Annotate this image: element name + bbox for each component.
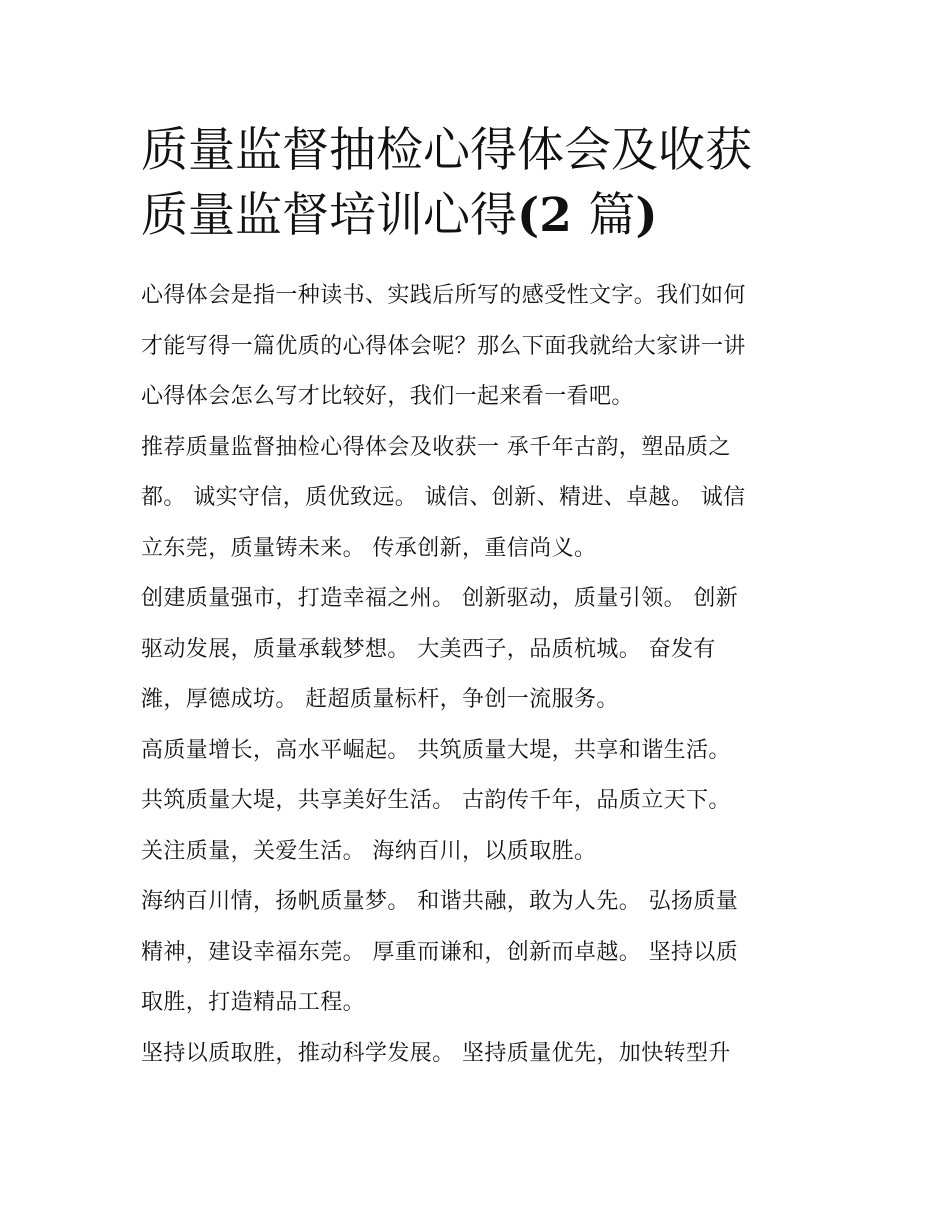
paragraph-slogans-4 <box>141 1029 821 1080</box>
paragraph-line: 才能写得一篇优质的心得体会呢？那么下面我就给大家讲一讲 <box>141 333 746 359</box>
paragraph-line: 潍，厚德成坊。 赶超质量标杆，争创一流服务。 <box>141 687 619 712</box>
paragraph-line: 心得体会是指一种读书、实践后所写的感受性文字。我们如何 <box>141 283 746 308</box>
paragraph-line: 精神，建设幸福东莞。 厚重而谦和，创新而卓越。 坚持以质 <box>141 939 739 965</box>
paragraph-line: 坚持以质取胜，推动科学发展。 坚持质量优先，加快转型升 <box>141 1040 731 1066</box>
paragraph-line: 海纳百川情，扬帆质量梦。 和谐共融，敢为人先。 弘扬质量 <box>141 889 739 914</box>
paragraph-line: 心得体会怎么写才比较好，我们一起来看一看吧。 <box>141 384 634 409</box>
title-line-2-mid: 篇 <box>588 188 636 243</box>
paragraph-slogans-3 <box>141 877 821 1029</box>
paragraph-line: 共筑质量大堤，共享美好生活。 古韵传千年，品质立天下。 <box>141 788 731 813</box>
document-title <box>141 118 821 248</box>
paragraph-line: 取胜，打造精品工程。 <box>141 990 366 1015</box>
paragraph-intro <box>141 271 821 423</box>
paragraph-slogans-1 <box>141 574 821 726</box>
paragraph-line: 推荐质量监督抽检心得体会及收获一 承千年古韵，塑品质之 <box>141 434 731 460</box>
paragraph-line: 立东莞，质量铸未来。 传承创新，重信尚义。 <box>141 535 597 561</box>
paragraph-line: 创建质量强市，打造幸福之州。 创新驱动，质量引领。 创新 <box>141 586 739 611</box>
paragraph-line: 驱动发展，质量承载梦想。 大美西子，品质杭城。 奋发有 <box>141 636 716 662</box>
title-line-2-prefix: 质量监督培训心得 <box>141 188 517 243</box>
paragraph-line: 高质量增长，高水平崛起。 共筑质量大堤，共享和谐生活。 <box>141 737 731 763</box>
paragraph-line: 关注质量，关爱生活。 海纳百川，以质取胜。 <box>141 838 597 864</box>
paragraph-recommendation <box>141 423 821 575</box>
title-line-2 <box>141 183 821 248</box>
document-page <box>141 118 821 1079</box>
title-line-2-end: ) <box>635 188 658 243</box>
title-line-2-bold: (2 <box>517 188 589 243</box>
paragraph-slogans-2 <box>141 726 821 878</box>
title-line-1: 质量监督抽检心得体会及收获 <box>141 123 752 178</box>
paragraph-line: 都。 诚实守信，质优致远。 诚信、创新、精进、卓越。 诚信 <box>141 485 746 510</box>
document-body <box>141 271 821 1079</box>
